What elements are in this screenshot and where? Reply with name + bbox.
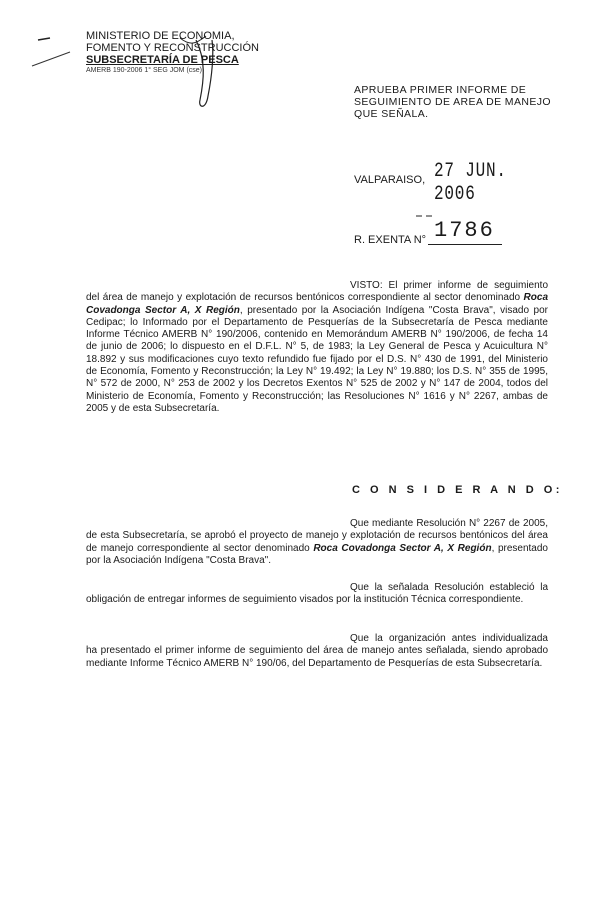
p3-lead: Que la organización antes individualizada (350, 633, 548, 644)
subsecretaria-title: SUBSECRETARÍA DE PESCA (86, 54, 239, 66)
considerando-paragraph-3 (86, 633, 548, 670)
ministry-line-1: MINISTERIO DE ECONOMIA, (86, 30, 235, 42)
p2-rest: obligación de entregar informes de seguimiento visados por la institución Técnica correspondiente. (86, 594, 524, 606)
resolution-value: 1786 (434, 218, 495, 243)
dash-mark (38, 38, 50, 40)
visto-lead: VISTO: El primer informe de seguimiento (350, 280, 548, 291)
p3-rest: ha presentado el primer informe de seguimiento del área de manejo antes señalada, siendo aprobado mediante Informe Técnico AMERB N° 190/06, del Departamento de Pesquerías de esta Subsecretaría. (86, 645, 548, 669)
visto-sector: Roca Covadonga Sector A, X Región (86, 292, 548, 316)
considerando-paragraph-2 (86, 582, 548, 607)
pen-stroke (32, 52, 70, 66)
ministry-line-2: FOMENTO Y RECONSTRUCCIÓN (86, 42, 259, 54)
p1-text-a: 2005, de esta Subsecretaría, se aprobó el proyecto de manejo y explotación de recursos bentónicos del área de manejo correspondiente al sector denominado (86, 518, 549, 554)
resolution-label: R. EXENTA N° (354, 234, 427, 246)
letterhead (86, 30, 259, 75)
p1-lead: Que mediante Resolución N° 2267 de (350, 518, 520, 529)
considerando-heading: C O N S I D E R A N D O: (352, 484, 563, 496)
considerando-paragraph-1 (86, 518, 548, 567)
visto-paragraph (86, 280, 548, 415)
p1-sector: Roca Covadonga Sector A, X Región (313, 542, 492, 554)
p1-text-b: , presentado por la Asociación Indígena "Costa Brava". (86, 542, 548, 566)
reference-summary: APRUEBA PRIMER INFORME DE SEGUIMIENTO DE AREA DE MANEJO QUE SEÑALA. (354, 84, 551, 120)
file-code: AMERB 190-2006 1° SEG JOM (cse) (86, 67, 203, 74)
place: VALPARAISO, (354, 174, 426, 186)
visto-text-b: , presentado por la Asociación Indígena "Costa Brava", visado por Cedipac; lo Informado por el Departamento de Pesquerías de la Subsecretaría de Pesca mediante Informe Técnico AMERB N° 190/2006, contenido en Memorándum AMERB N° 190/2006, de fecha 14 de junio de 2006; lo dispuesto en el D.F.L. N° 5, de 1983; la Ley General de Pesca y Acuicultura N° 18.892 y sus modificaciones cuyo texto refundido fue fijado por el D.S. N° 430 de 1991, del Ministerio de Economía, Fomento y Reconstrucción; la Ley N° 19.492; la Ley N° 19.880; los D.S. N° 355 de 1995, N° 572 de 2000, N° 253 de 2002 y los Decretos Exentos N° 525 de 2002 y N° 147 de 2004, todos del Ministerio de Economía, Fomento y Reconstrucción; las Resoluciones N° 1616 y N° 2267, ambas de 2005 y de esta Subsecretaría. (86, 304, 548, 414)
visto-text-a: del área de manejo y explotación de recursos bentónicos correspondiente al sector denominado (86, 292, 524, 304)
resolution-number (354, 214, 554, 248)
p2-lead: Que la señalada Resolución estableció la (350, 582, 548, 593)
resolution-underline (428, 244, 502, 245)
place-date (354, 160, 574, 206)
stamped-date: 27 JUN. 2006 (434, 160, 507, 206)
